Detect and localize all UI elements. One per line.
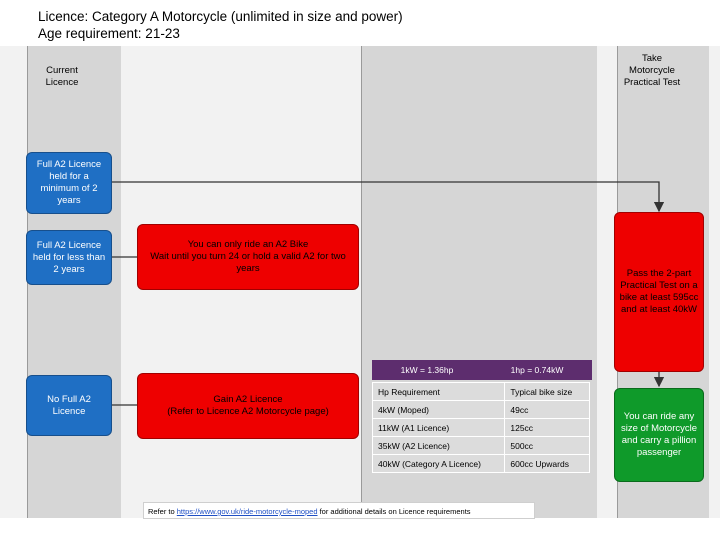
gain-a2-line1: Gain A2 Licence (213, 394, 283, 405)
table-cell: 500cc (505, 437, 590, 455)
box-gain-a2 (137, 373, 359, 439)
table-cell: 35kW (A2 Licence) (373, 437, 505, 455)
conversion-hp-kw: 1hp = 0.74kW (510, 365, 564, 375)
header-current-licence: Current Licence (45, 65, 79, 88)
table-row (373, 455, 590, 473)
diagram-title: Licence: Category A Motorcycle (unlimited in size and power) (38, 9, 403, 24)
note-suffix: for additional details on Licence requirements (317, 507, 471, 516)
conversion-header (372, 360, 592, 380)
table-row (373, 401, 590, 419)
box-no-full-a2: No Full A2 Licence (26, 375, 112, 436)
table-cell: 40kW (Category A Licence) (373, 455, 505, 473)
arrow-2yrs-to-test (112, 182, 659, 211)
a2-only-line1: You can only ride an A2 Bike (187, 239, 309, 250)
a2-only-line2: Wait until you turn 24 or hold a valid A2 for two years (150, 251, 346, 274)
conversion-kw-hp: 1kW = 1.36hp (400, 365, 454, 375)
table-cell: 11kW (A1 Licence) (373, 419, 505, 437)
gain-a2-line2: (Refer to Licence A2 Motorcycle page) (167, 406, 329, 417)
box-full-a2-less: Full A2 Licence held for less than 2 years (26, 230, 112, 285)
box-full-a2-2yrs: Full A2 Licence held for a minimum of 2 years (26, 152, 112, 214)
box-can-ride: You can ride any size of Motorcycle and carry a pillion passenger (614, 388, 704, 482)
table-cell: 4kW (Moped) (373, 401, 505, 419)
table-cell: 49cc (505, 401, 590, 419)
box-pass-test: Pass the 2-part Practical Test on a bike at least 595cc and at least 40kW (614, 212, 704, 372)
table-row (373, 419, 590, 437)
table-cell: 600cc Upwards (505, 455, 590, 473)
gov-uk-link[interactable]: https://www.gov.uk/ride-motorcycle-moped (176, 507, 318, 516)
header-take-test: Take Motorcycle Practical Test (623, 53, 681, 88)
note-prefix: Refer to (148, 507, 177, 516)
table-header-cell: Hp Requirement (373, 383, 505, 401)
age-requirement: Age requirement: 21-23 (38, 26, 180, 41)
table-cell: 125cc (505, 419, 590, 437)
reference-note (143, 502, 535, 519)
table-header-row (373, 383, 590, 401)
box-a2-only (137, 224, 359, 290)
table-row (373, 437, 590, 455)
table-header-cell: Typical bike size (505, 383, 590, 401)
power-size-table (372, 382, 590, 473)
